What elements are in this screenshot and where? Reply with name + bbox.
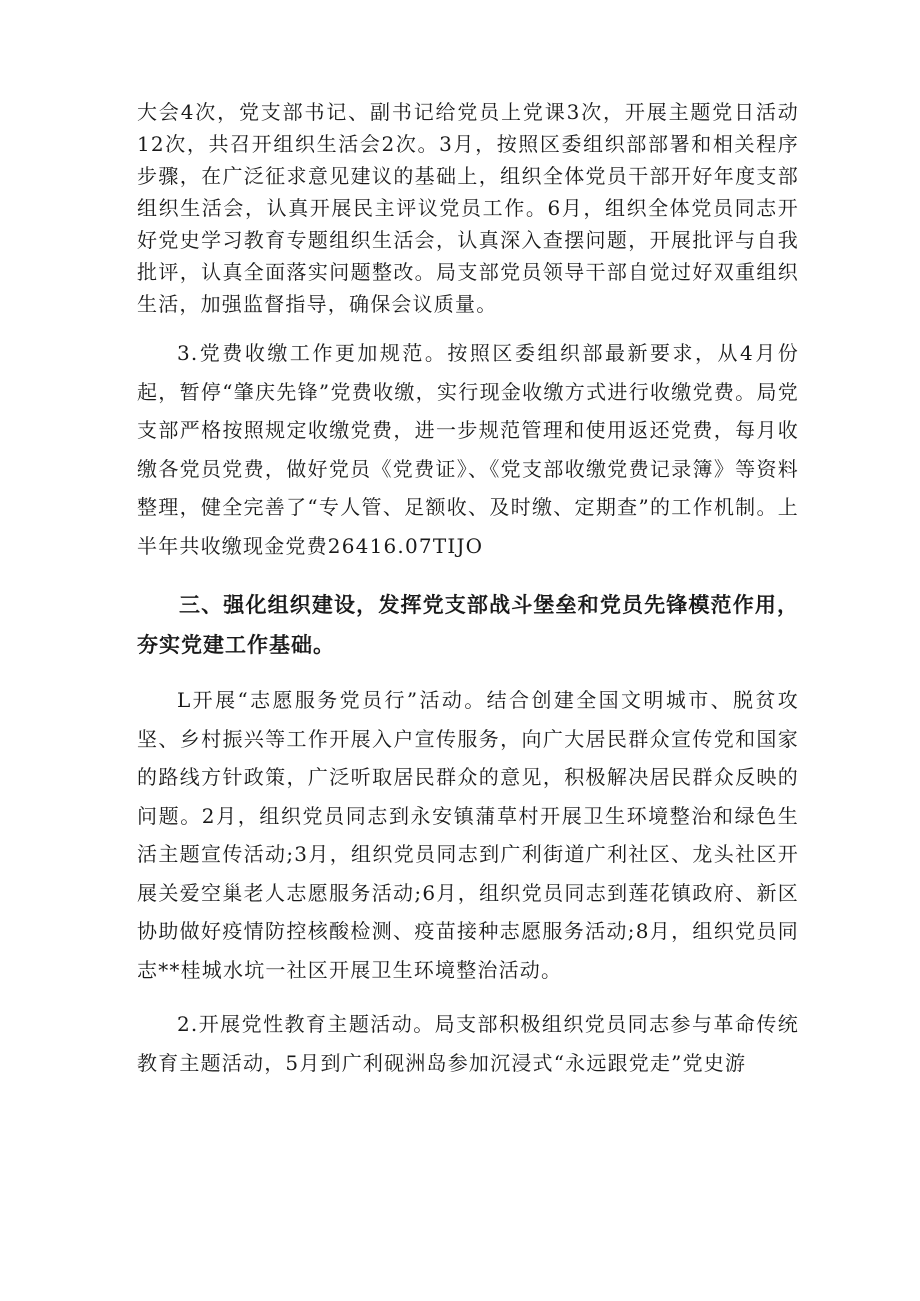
paragraph-volunteer-service: L开展“志愿服务党员行”活动。结合创建全国文明城市、脱贫攻坚、乡村振兴等工作开展入户宣传服务，向广大居民群众宣传党和国家的路线方针政策，广泛听取居民群众的意见，积极解决居民群众反映的问题。2月，组织党员同志到永安镇蒲草村开展卫生环境整治和绿色生活主题宣传活动;3月，组织党员同志到广利街道广利社区、龙头社区开展关爱空巢老人志愿服务活动;6月，组织党员同志到莲花镇政府、新区协助做好疫情防控核酸检测、疫苗接种志愿服务活动;8月，组织党员同志**桂城水坑一社区开展卫生环境整治活动。 (137, 688, 799, 982)
section-heading-organization: 三、强化组织建设，发挥党支部战斗堡垒和党员先锋模范作用，夯实党建工作基础。 (137, 593, 799, 657)
paragraph-party-meetings: 大会4次，党支部书记、副书记给党员上党课3次，开展主题党日活动12次，共召开组织生活会2次。3月，按照区委组织部部署和相关程序步骤，在广泛征求意见建议的基础上，组织全体党员干部开好年度支部组织生活会，认真开展民主评议党员工作。6月，组织全体党员同志开好党史学习教育专题组织生活会，认真深入查摆问题，开展批评与自我批评，认真全面落实问题整改。局支部党员领导干部自觉过好双重组织生活，加强监督指导，确保会议质量。 (137, 100, 799, 316)
paragraph-party-education: 2.开展党性教育主题活动。局支部积极组织党员同志参与革命传统教育主题活动，5月到广利砚洲岛参加沉浸式“永远跟党走”党史游 (137, 1012, 799, 1075)
document-body (137, 96, 799, 1082)
paragraph-party-dues: 3.党费收缴工作更加规范。按照区委组织部最新要求，从4月份起，暂停“肇庆先锋”党费收缴，实行现金收缴方式进行收缴党费。局党支部严格按照规定收缴党费，进一步规范管理和使用返还党费，每月收缴各党员党费，做好党员《党费证》、《党支部收缴党费记录簿》等资料整理，健全完善了“专人管、足额收、及时缴、定期查”的工作机制。上半年共收缴现金党费26416.07TIJO (137, 341, 799, 558)
